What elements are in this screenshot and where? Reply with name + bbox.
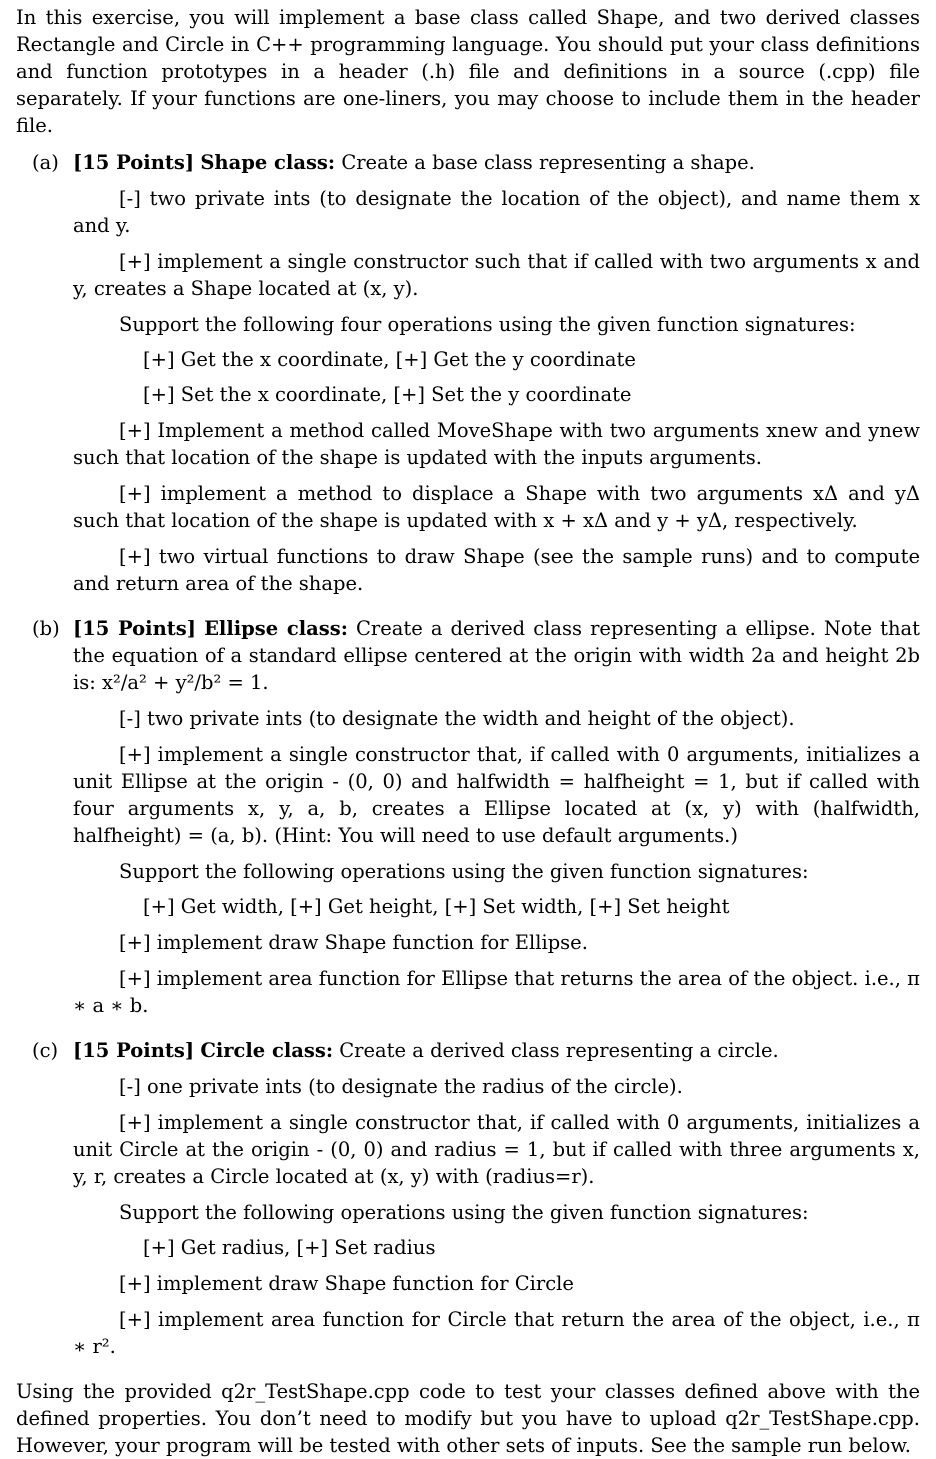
part-c-op-radius: [+] Get radius, [+] Set radius: [143, 1236, 436, 1259]
outro-paragraph: Using the provided q2r_TestShape.cpp code to test your classes defined above with the defined properties. You don’t need to modify but you have to upload q2r_TestShape.cpp. However, your program will be tested with other sets of inputs. See the sample run below.: [16, 1380, 920, 1457]
part-c-item-2: [+] implement a single constructor that, if called with 0 arguments, initializes a unit Circle at the origin - (0, 0) and radius = 1, but if called with three arguments x, y, r, creates a Circle located at (x, y) with (radius=r).: [73, 1111, 920, 1188]
part-a-item-2: [+] implement a single constructor such that if called with two arguments x and y, creates a Shape located at (x, y).: [73, 250, 920, 300]
part-c-item-area: [+] implement area function for Circle that return the area of the object, i.e., π ∗ r².: [73, 1308, 920, 1358]
part-a-item-move: [+] Implement a method called MoveShape with two arguments xnew and ynew such that location of the shape is updated with the inputs arguments.: [73, 419, 920, 469]
part-b: [16, 615, 920, 1019]
part-c-title: Circle class:: [200, 1039, 334, 1062]
part-a: [16, 149, 920, 597]
part-c-heading: [73, 1037, 920, 1064]
part-a-item-virtual: [+] two virtual functions to draw Shape (see the sample runs) and to compute and return area of the shape.: [73, 545, 920, 595]
part-a-title: Shape class:: [200, 151, 336, 174]
part-b-ops: [73, 893, 920, 920]
part-b-desc: Create a derived class representing a ellipse. Note that the equation of a standard ellipse centered at the origin with width 2a and height 2b is: x²/a² + y²/b² = 1.: [73, 617, 920, 694]
part-b-title: Ellipse class:: [204, 617, 348, 640]
part-c-item-draw: [+] implement draw Shape function for Circle: [119, 1272, 574, 1295]
part-a-points: [15 Points]: [73, 151, 195, 174]
part-b-item-area: [+] implement area function for Ellipse that returns the area of the object. i.e., π ∗ a ∗ b.: [73, 967, 920, 1017]
part-a-heading: [73, 149, 920, 176]
part-a-ops: [73, 346, 920, 408]
part-c-support: Support the following operations using the given function signatures:: [119, 1201, 809, 1224]
part-a-label: (a): [32, 151, 59, 174]
part-c-ops: [73, 1234, 920, 1261]
part-a-item-1: [-] two private ints (to designate the location of the object), and name them x and y.: [73, 187, 920, 237]
part-b-points: [15 Points]: [73, 617, 196, 640]
part-b-label: (b): [32, 617, 60, 640]
part-a-op-set: [+] Set the x coordinate, [+] Set the y coordinate: [143, 383, 632, 406]
intro-paragraph: In this exercise, you will implement a base class called Shape, and two derived classes Rectangle and Circle in C++ programming language. You should put your class definitions and function prototypes in a header (.h) file and definitions in a source (.cpp) file separately. If your functions are one-liners, you may choose to include them in the header file.: [16, 6, 920, 137]
part-a-support: Support the following four operations using the given function signatures:: [119, 313, 856, 336]
part-a-desc: Create a base class representing a shape.: [341, 151, 755, 174]
part-c-desc: Create a derived class representing a circle.: [339, 1039, 779, 1062]
part-b-item-2: [+] implement a single constructor that, if called with 0 arguments, initializes a unit Ellipse at the origin - (0, 0) and halfwidth = halfheight = 1, but if called with four arguments x, y, a, b, creates a Ellipse located at (x, y) with (halfwidth, halfheight) = (a, b). (Hint: You will need to use default arguments.): [73, 743, 920, 847]
part-b-heading: [73, 615, 920, 696]
part-a-op-get: [+] Get the x coordinate, [+] Get the y coordinate: [143, 348, 636, 371]
part-b-item-1: [-] two private ints (to designate the width and height of the object).: [119, 707, 795, 730]
document-page: [16, 4, 920, 1459]
part-c-points: [15 Points]: [73, 1039, 195, 1062]
part-c-label: (c): [32, 1039, 59, 1062]
part-c: [16, 1037, 920, 1360]
part-b-op-getset: [+] Get width, [+] Get height, [+] Set width, [+] Set height: [143, 895, 730, 918]
part-c-item-1: [-] one private ints (to designate the radius of the circle).: [119, 1075, 683, 1098]
part-b-support: Support the following operations using the given function signatures:: [119, 860, 809, 883]
part-a-item-displace: [+] implement a method to displace a Shape with two arguments xΔ and yΔ such that location of the shape is updated with x + xΔ and y + yΔ, respectively.: [73, 482, 920, 532]
part-b-item-draw: [+] implement draw Shape function for Ellipse.: [119, 931, 588, 954]
